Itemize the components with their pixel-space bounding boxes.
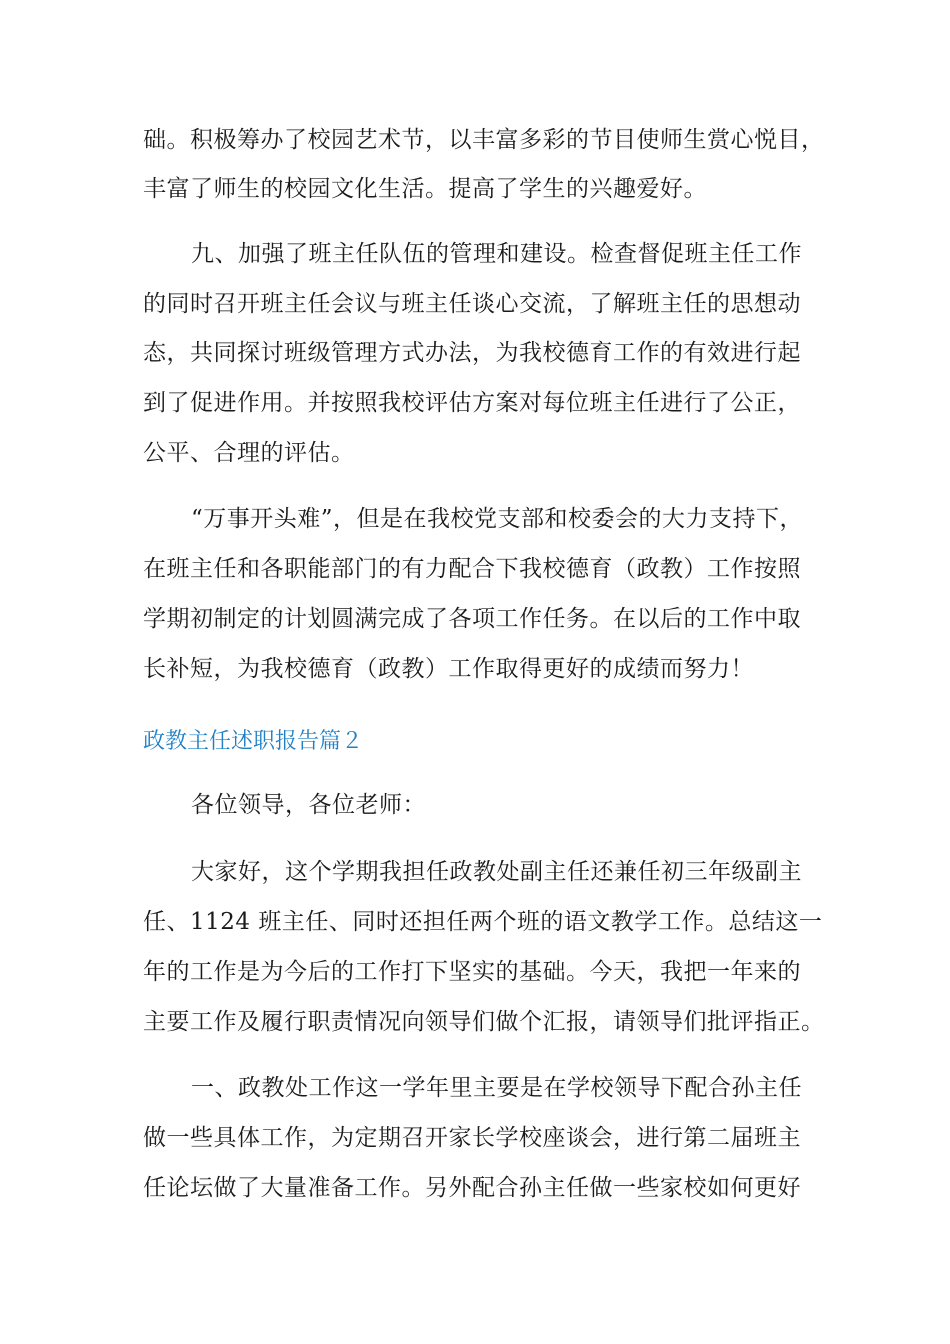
paragraph-3-line-3: 学期初制定的计划圆满完成了各项工作任务。在以后的工作中取 — [143, 606, 801, 632]
paragraph-5-line-1: 一、政教处工作这一学年里主要是在学校领导下配合孙主任 — [191, 1075, 802, 1101]
section-heading: 政教主任述职报告篇２ — [143, 729, 364, 754]
paragraph-2-line-1: 九、加强了班主任队伍的管理和建设。检查督促班主任工作 — [191, 241, 802, 267]
paragraph-2-line-2: 的同时召开班主任会议与班主任谈心交流，了解班主任的思想动 — [143, 291, 801, 317]
paragraph-2-line-3: 态，共同探讨班级管理方式办法，为我校德育工作的有效进行起 — [143, 340, 801, 366]
salutation: 各位领导，各位老师： — [191, 792, 426, 818]
paragraph-1-line-2: 丰富了师生的校园文化生活。提高了学生的兴趣爱好。 — [143, 176, 707, 202]
paragraph-3-line-2: 在班主任和各职能部门的有力配合下我校德育（政教）工作按照 — [143, 556, 801, 582]
paragraph-2-line-4: 到了促进作用。并按照我校评估方案对每位班主任进行了公正， — [143, 390, 801, 416]
paragraph-4-line-3: 年的工作是为今后的工作打下坚实的基础。今天，我把一年来的 — [143, 959, 801, 985]
paragraph-1-line-1: 础。积极筹办了校园艺术节，以丰富多彩的节目使师生赏心悦目， — [143, 127, 825, 153]
paragraph-4-line-2: 任、1124 班主任、同时还担任两个班的语文教学工作。总结这一 — [143, 909, 823, 935]
paragraph-3-line-1: “万事开头难”，但是在我校党支部和校委会的大力支持下， — [191, 506, 804, 532]
paragraph-5-line-2: 做一些具体工作，为定期召开家长学校座谈会，进行第二届班主 — [143, 1125, 801, 1151]
paragraph-4-line-1: 大家好，这个学期我担任政教处副主任还兼任初三年级副主 — [191, 859, 802, 885]
paragraph-2-line-5: 公平、合理的评估。 — [143, 440, 355, 466]
paragraph-4-line-4: 主要工作及履行职责情况向领导们做个汇报，请领导们批评指正。 — [143, 1009, 825, 1035]
paragraph-3-line-4: 长补短，为我校德育（政教）工作取得更好的成绩而努力！ — [143, 656, 754, 682]
paragraph-5-line-3: 任论坛做了大量准备工作。另外配合孙主任做一些家校如何更好 — [143, 1175, 801, 1201]
